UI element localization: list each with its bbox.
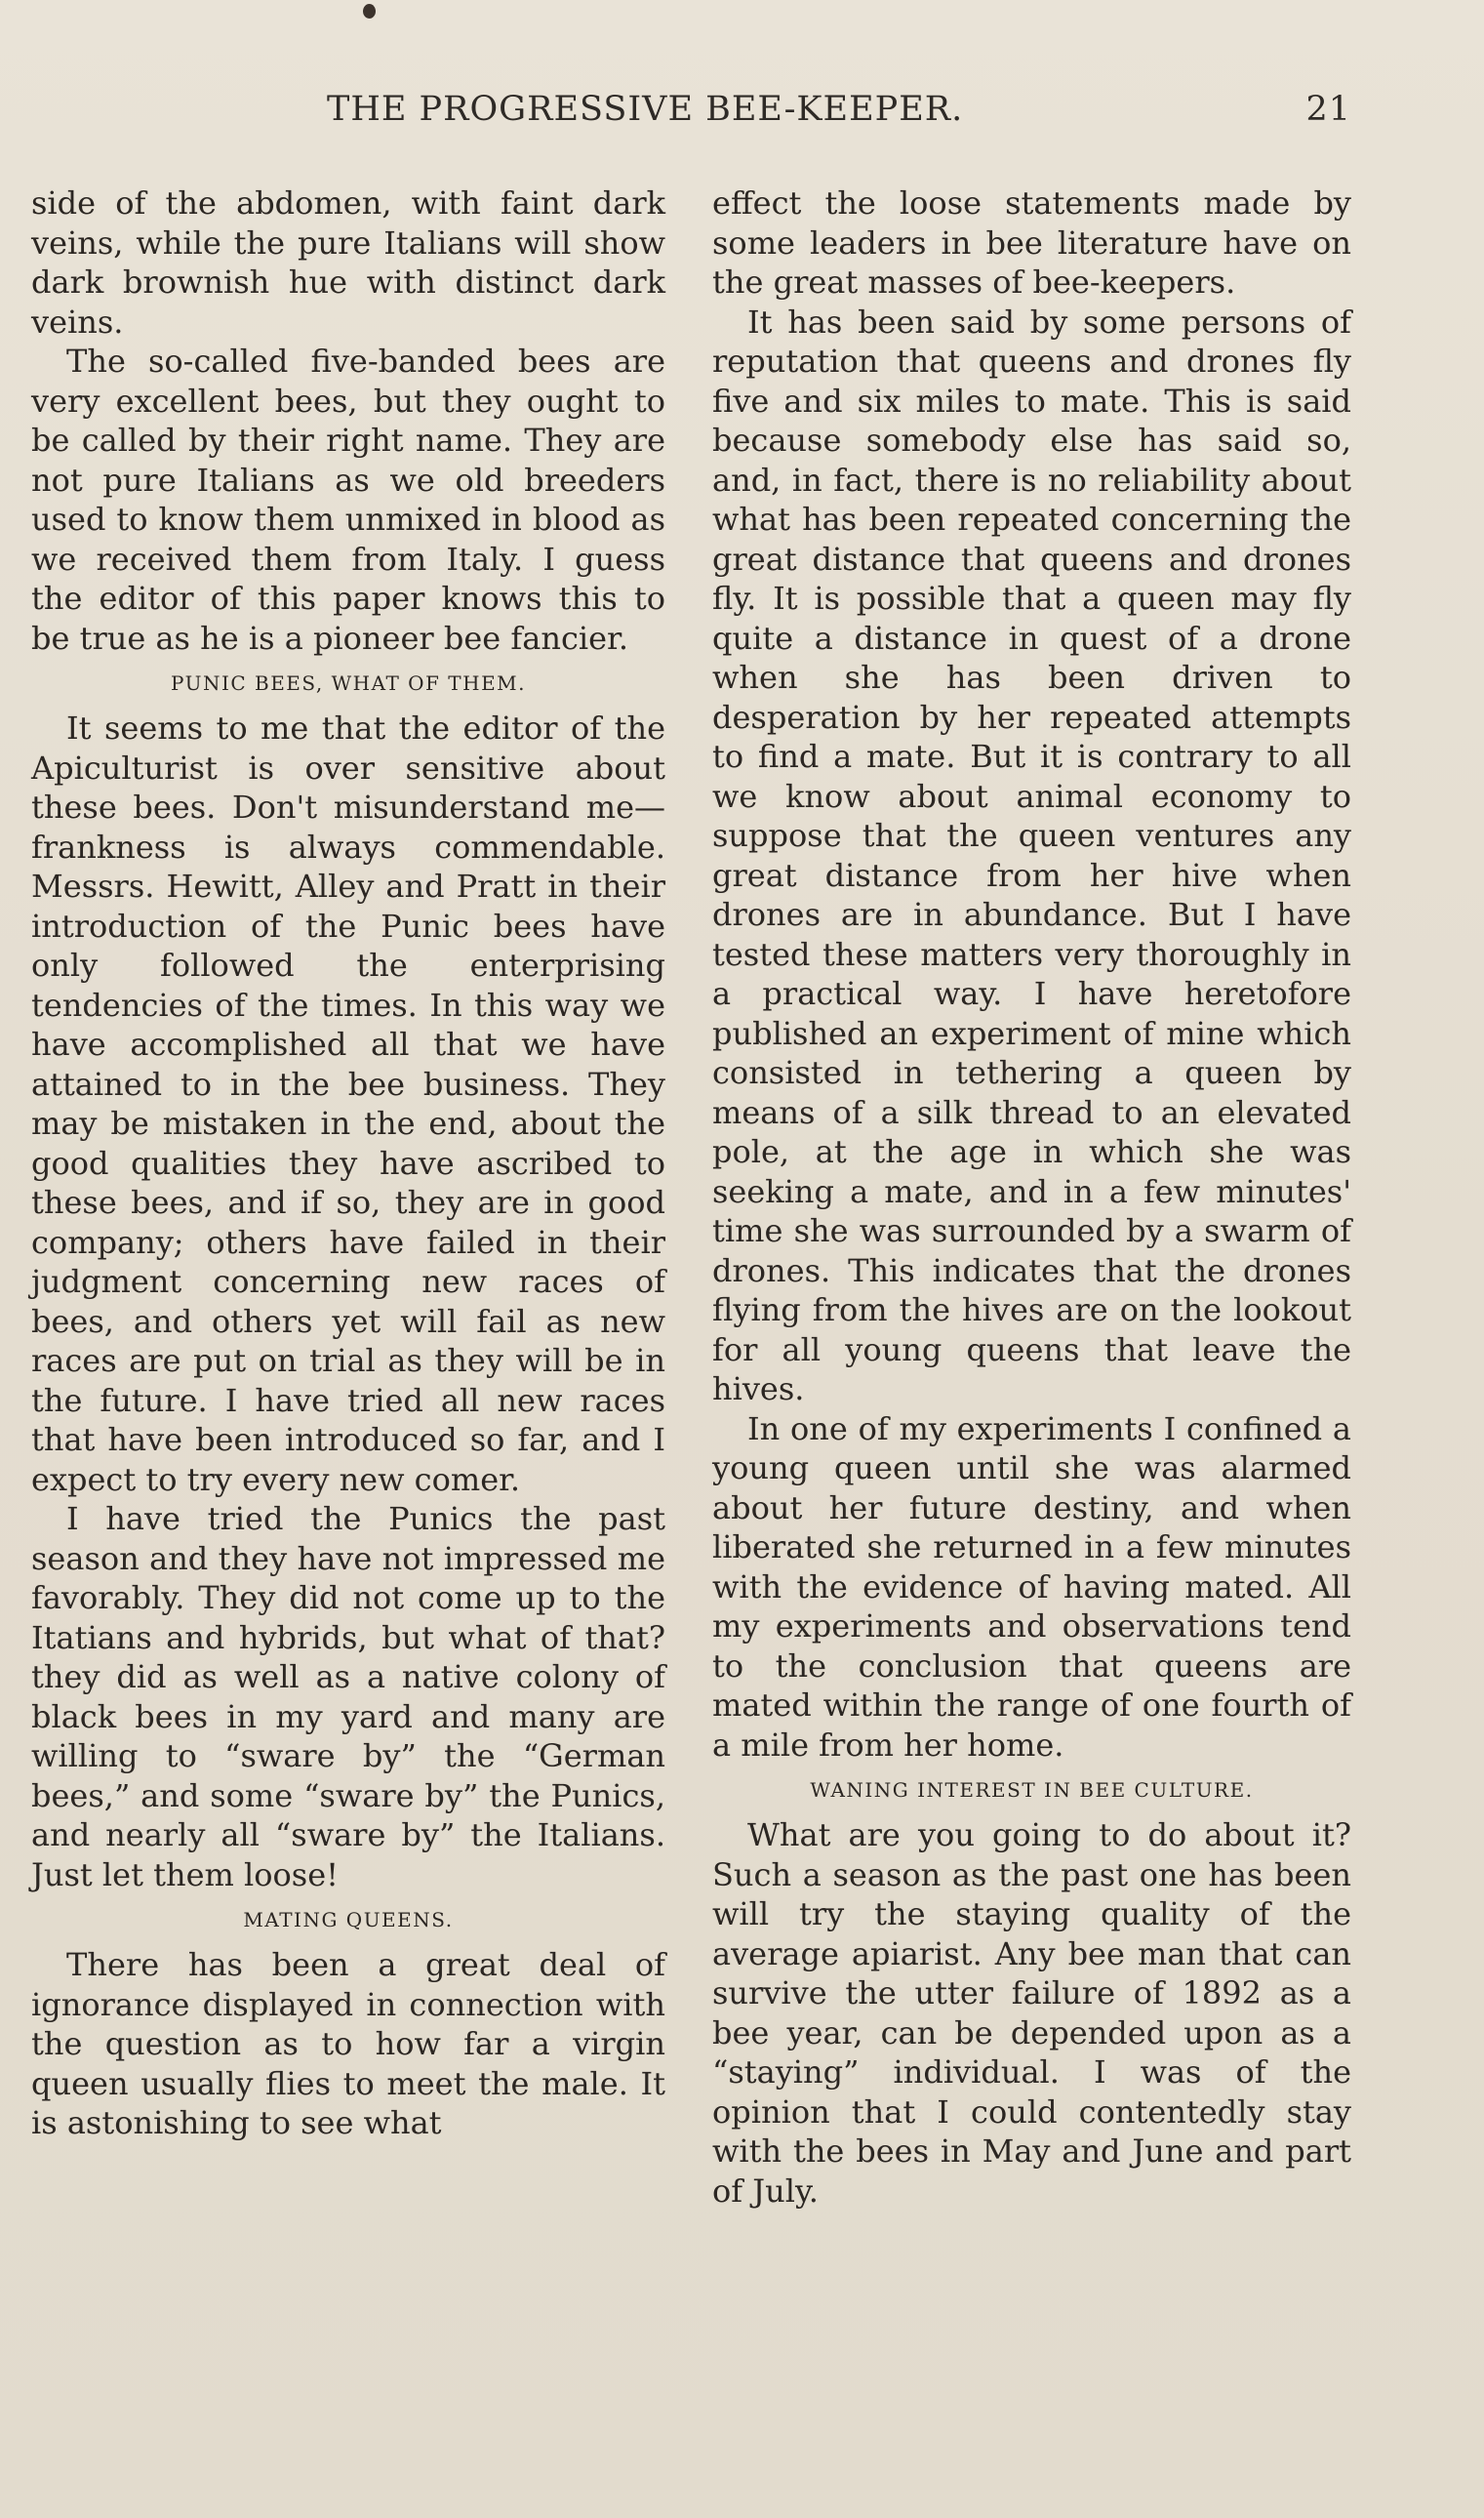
- paragraph: It seems to me that the editor of the Apiculturist is over sensitive about these bees. Don't misunderstand me—frankness is always commendable. Messrs. Hewitt, Alley and Pratt in their introduction of the Punic bees have only followed the enterprising tendencies of the times. In this way we have accomplished all that we have attained to in the bee business. They may be mistaken in the end, about the good qualities they have ascribed to these bees, and if so, they are in good company; others have failed in their judgment concerning new races of bees, and others yet will fail as new races are put on trial as they will be in the future. I have tried all new races that have been introduced so far, and I expect to try every new comer.: [31, 710, 665, 1498]
- section-heading: WANING INTEREST IN BEE CULTURE.: [810, 1778, 1254, 1802]
- left-column: [31, 183, 665, 2143]
- paragraph: What are you going to do about it? Such a season as the past one has been will try the staying quality of the average apiarist. Any bee man that can survive the utter failure of 1892 as a bee year, can be depended upon as a “staying” individual. I was of the opinion that I could contentedly stay with the bees in May and June and part of July.: [712, 1816, 1351, 2210]
- section-heading: PUNIC BEES, WHAT OF THEM.: [170, 671, 526, 695]
- journal-title: THE PROGRESSIVE BEE-KEEPER.: [327, 90, 964, 129]
- paragraph: side of the abdomen, with faint dark veins, while the pure Italians will show dark brownish hue with distinct dark veins.: [31, 184, 665, 341]
- paragraph: It has been said by some persons of reputation that queens and drones fly five and six miles to mate. This is said because somebody else has said so, and, in fact, there is no reliability about what has been repeated concerning the great distance that queens and drones fly. It is possible that a queen may fly quite a distance in quest of a drone when she has been driven to desperation by her repeated attempts to find a mate. But it is contrary to all we know about animal economy to suppose that the queen ventures any great distance from her hive when drones are in abundance. But I have tested these matters very thoroughly in a practical way. I have heretofore published an experiment of mine which consisted in tethering a queen by means of a silk thread to an elevated pole, at the age in which she was seeking a mate, and in a few minutes' time she was surrounded by a swarm of drones. This indicates that the drones flying from the hives are on the lookout for all young queens that leave the hives.: [712, 303, 1351, 1407]
- paragraph: The so-called five-banded bees are very excellent bees, but they ought to be called by their right name. They are not pure Italians as we old breeders used to know them unmixed in blood as we received them from Italy. I guess the editor of this paper knows this to be true as he is a pioneer bee fancier.: [31, 343, 665, 657]
- paragraph: I have tried the Punics the past season and they have not impressed me favorably. They did not come up to the Itatians and hybrids, but what of that? they did as well as a native colony of black bees in my yard and many are willing to “sware by” the “German bees,” and some “sware by” the Punics, and nearly all “sware by” the Italians. Just let them loose!: [31, 1500, 665, 1893]
- paragraph: In one of my experiments I confined a young queen until she was alarmed about her future destiny, and when liberated she returned in a few minutes with the evidence of having mated. All my experiments and observations tend to the conclusion that queens are mated within the range of one fourth of a mile from her home.: [712, 1409, 1351, 1764]
- paragraph: effect the loose statements made by some leaders in bee literature have on the great masses of bee-keepers.: [712, 184, 1351, 301]
- paragraph: There has been a great deal of ignorance displayed in connection with the question as to how far a virgin queen usually flies to meet the male. It is astonishing to see what: [31, 1946, 665, 2141]
- section-heading: MATING QUEENS.: [243, 1908, 454, 1931]
- page-number: 21: [1305, 90, 1351, 129]
- right-column: [712, 183, 1351, 2211]
- ink-spot: [363, 4, 376, 19]
